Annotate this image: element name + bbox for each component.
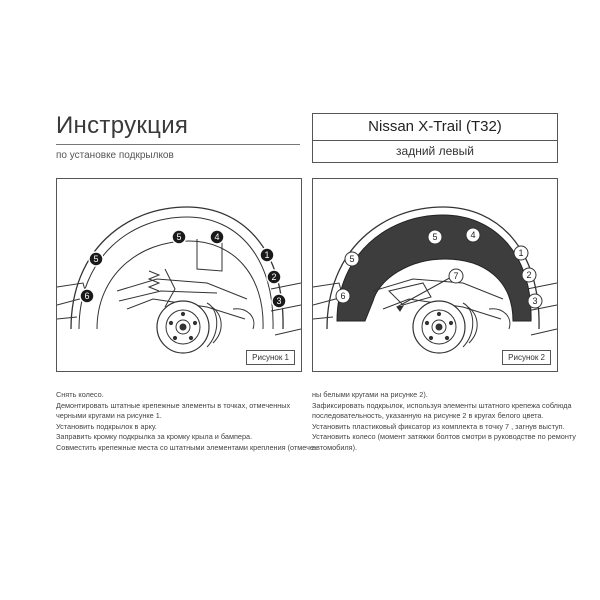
instruction-line: Совместить крепежные места со штатными элементами крепления (отмече- (56, 442, 317, 452)
svg-text:5: 5 (93, 254, 99, 264)
svg-text:2: 2 (271, 272, 277, 282)
svg-text:5: 5 (349, 254, 355, 264)
svg-text:4: 4 (470, 230, 476, 240)
svg-text:6: 6 (340, 291, 346, 301)
fig2-marker-4 (466, 228, 480, 242)
svg-text:5: 5 (176, 232, 182, 242)
svg-text:1: 1 (518, 248, 524, 258)
fig1-marker-1 (260, 248, 274, 262)
instruction-line: Установить пластиковый фиксатор из комплекта в точку 7 , загнув выступ. (312, 421, 565, 431)
model-box (312, 113, 558, 163)
instruction-line: Заправить кромку подкрылка за кромку крыла и бампера. (56, 432, 253, 442)
figure-1-label: Рисунок 1 (246, 350, 295, 365)
title-underline (56, 144, 300, 145)
fig1-marker-3 (272, 294, 286, 308)
fig2-marker-1 (514, 246, 528, 260)
svg-text:4: 4 (214, 232, 220, 242)
fig2-marker-5-top (428, 230, 442, 244)
svg-text:5: 5 (432, 232, 438, 242)
svg-text:1: 1 (264, 250, 270, 260)
fig1-marker-5-left (89, 252, 103, 266)
fig2-marker-7 (449, 269, 463, 283)
instructions-column-1 (56, 390, 317, 454)
fig2-marker-2 (522, 268, 536, 282)
model-name: Nissan X-Trail (T32) (368, 118, 502, 135)
figure-2-drawing (313, 179, 557, 371)
fig2-marker-6 (336, 289, 350, 303)
page-subtitle: по установке подкрылков (56, 150, 174, 161)
instructions-column-2 (312, 390, 576, 454)
svg-text:3: 3 (276, 296, 282, 306)
model-side: задний левый (396, 144, 474, 158)
instruction-line: Установить колесо (момент затяжки болтов смотри в руководстве по ремонту (312, 432, 576, 442)
fig1-marker-6 (80, 289, 94, 303)
svg-text:7: 7 (453, 271, 459, 281)
figure-1-drawing (57, 179, 301, 371)
fig1-marker-2 (267, 270, 281, 284)
fig2-marker-3 (528, 294, 542, 308)
fig2-marker-5-left (345, 252, 359, 266)
svg-text:3: 3 (532, 296, 538, 306)
figure-1 (56, 178, 302, 372)
instruction-line: ны белыми кругами на рисунке 2). (312, 390, 428, 399)
svg-text:6: 6 (84, 291, 90, 301)
instruction-line: автомобиля). (312, 442, 358, 452)
instruction-line: Демонтировать штатные крепежные элементы в точках, отмеченных (56, 400, 291, 410)
model-divider (313, 140, 557, 141)
fig1-marker-4 (210, 230, 224, 244)
instruction-line: Установить подкрылок в арку. (56, 421, 157, 431)
instruction-line: черными кругами на рисунке 1. (56, 411, 162, 421)
instruction-line: Снять колесо. (56, 390, 104, 399)
instruction-line: последовательность, указанную на рисунке 2 в кругах белого цвета. (312, 411, 544, 421)
fig1-marker-5-top (172, 230, 186, 244)
page-title: Инструкция (56, 112, 189, 139)
figure-2-label: Рисунок 2 (502, 350, 551, 365)
figure-2 (312, 178, 558, 372)
instruction-line: Зафиксировать подкрылок, используя элементы штатного крепежа соблюда (312, 400, 572, 410)
svg-text:2: 2 (526, 270, 532, 280)
